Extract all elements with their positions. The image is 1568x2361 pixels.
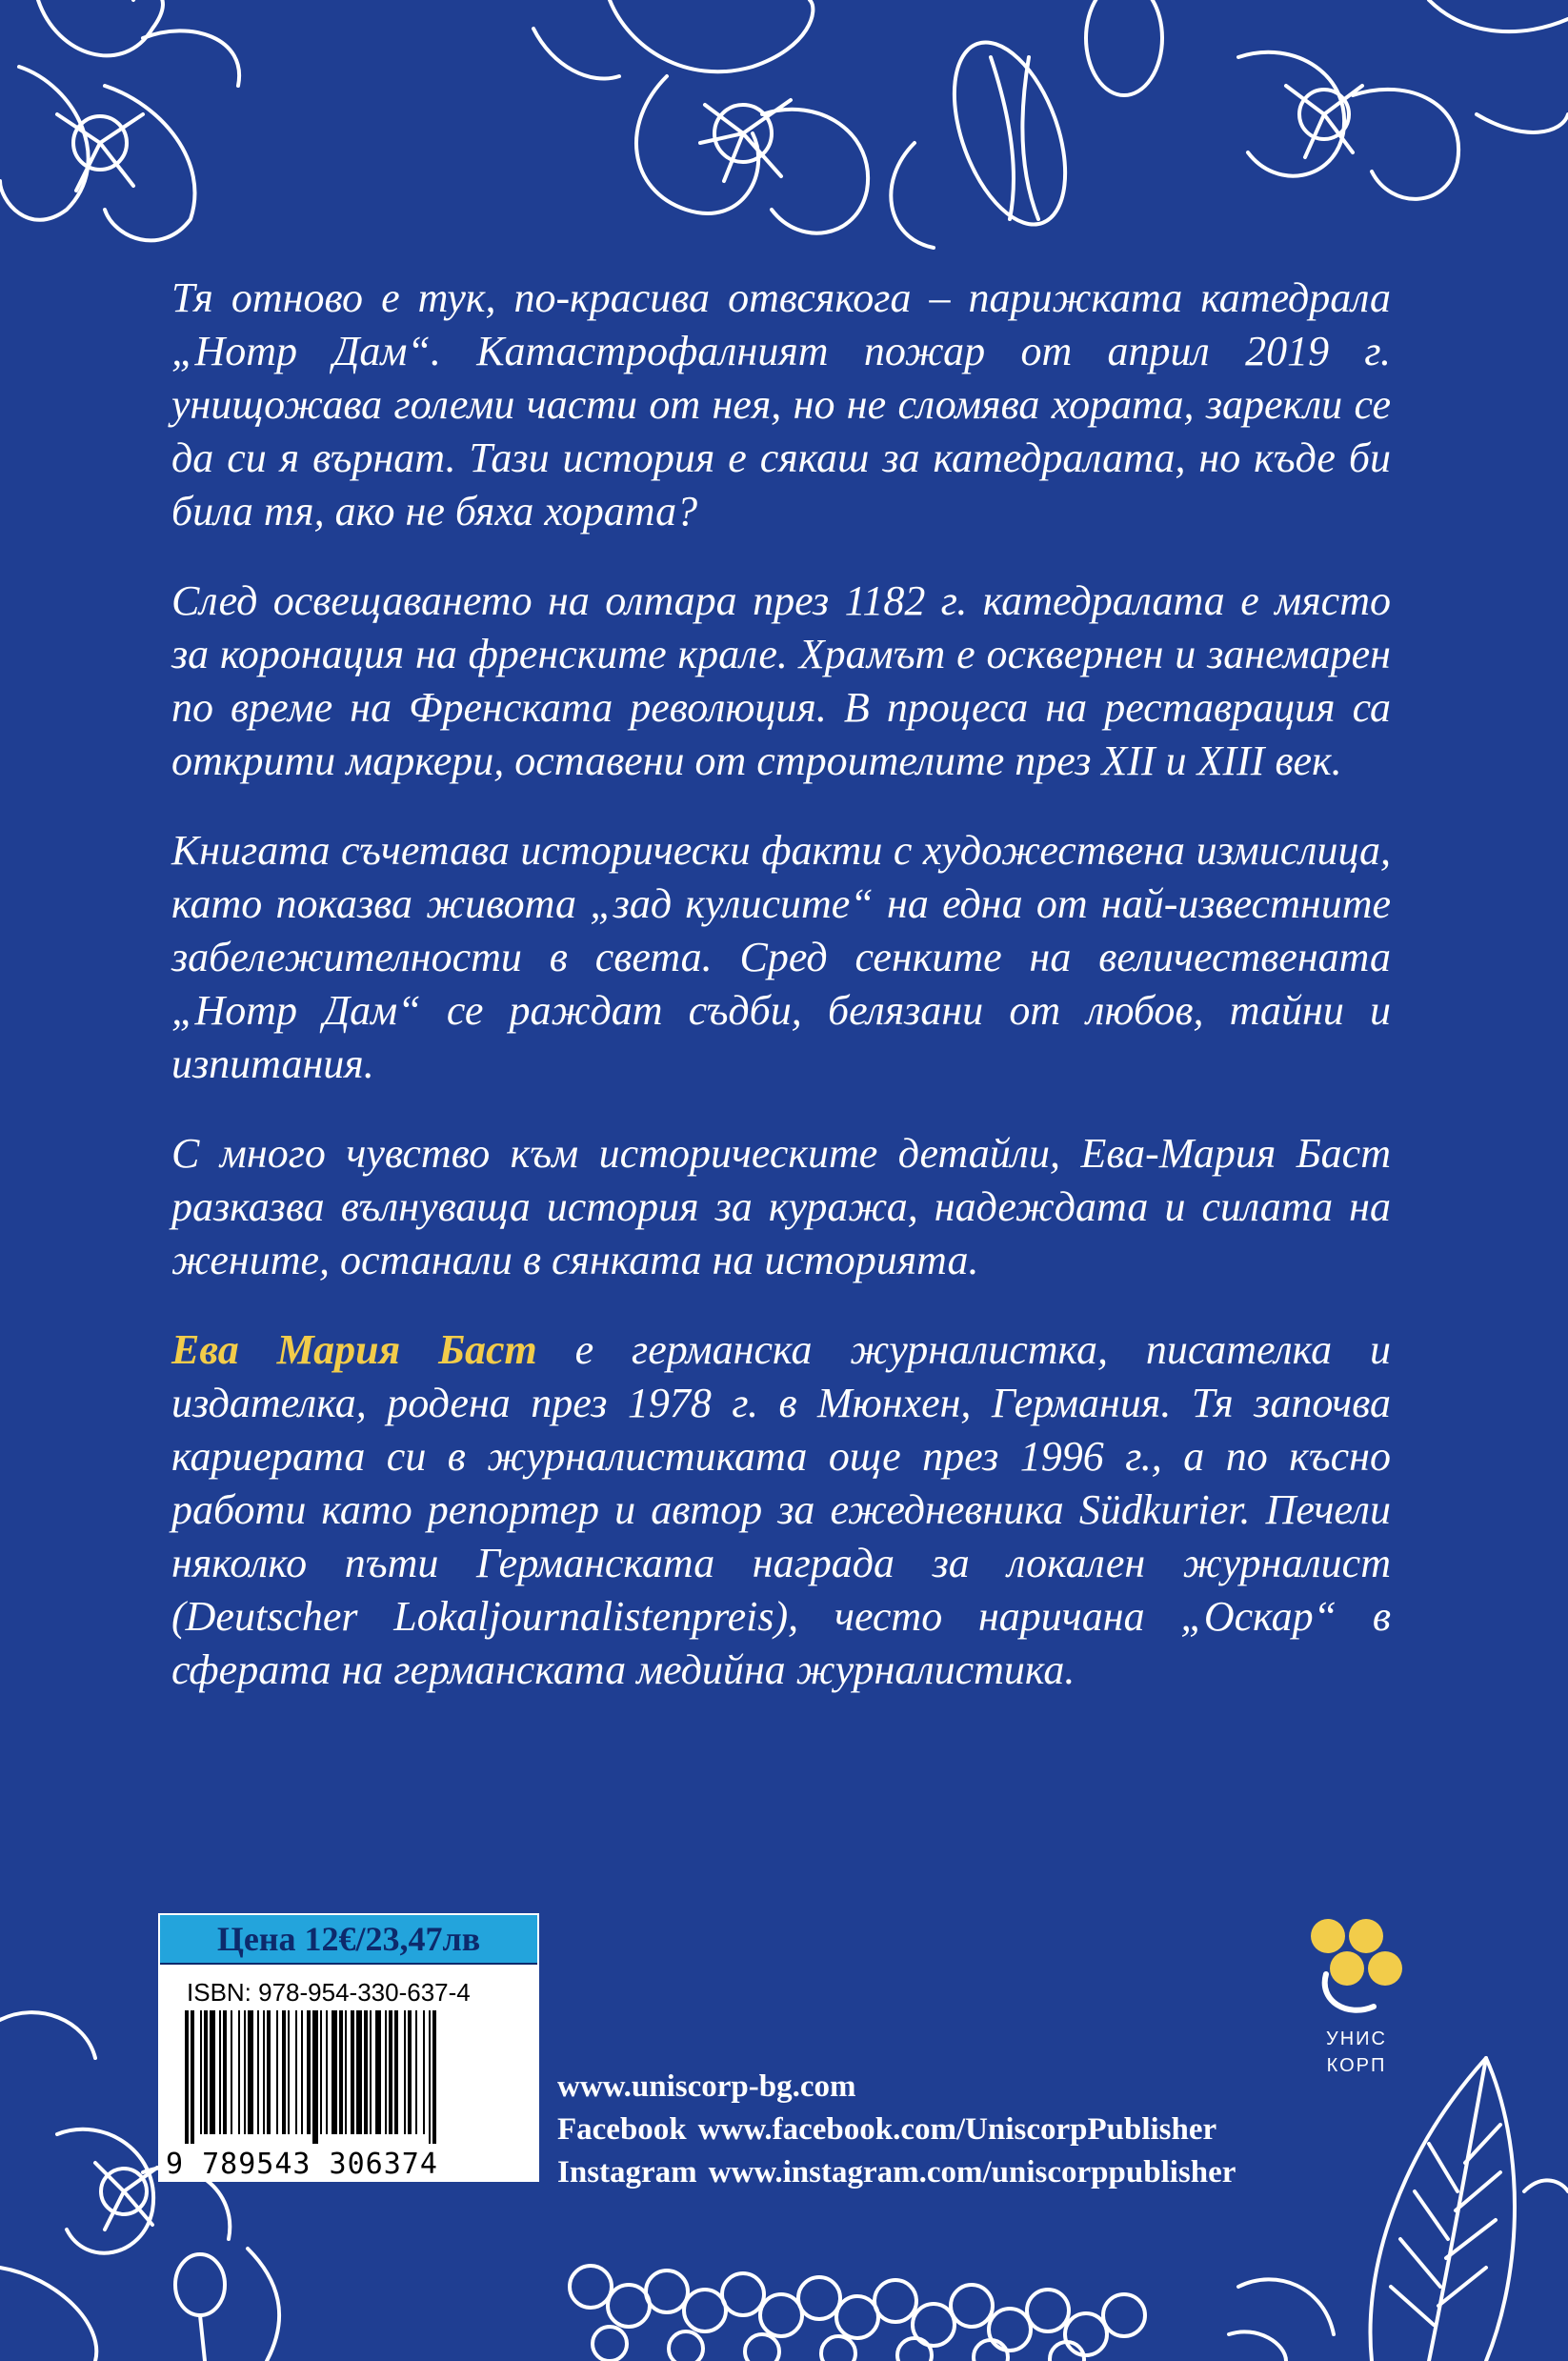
barcode-bar <box>244 2010 246 2134</box>
facebook-row <box>557 2109 1236 2151</box>
barcode-bar <box>288 2010 290 2134</box>
price-label: Цена 12€/23,47лв <box>160 1915 537 1965</box>
description-paragraph: Книгата съчетава исторически факти с художествена измислица, като показва живота „зад кулисите“ на една от най-известните забележителности в света. Сред сенките на величествената „Нотр Дам“ се раждат съдби, белязани от любов, тайни и изпитания. <box>171 827 1391 1087</box>
barcode-bar <box>263 2010 265 2134</box>
barcode-bar <box>394 2010 398 2134</box>
barcode-bar <box>200 2010 202 2134</box>
publisher-name-line: КОРП <box>1326 2055 1387 2076</box>
barcode-bar <box>326 2010 328 2134</box>
instagram-link[interactable]: www.instagram.com/uniscorppublisher <box>708 2155 1236 2189</box>
website-link[interactable]: www.uniscorp-bg.com <box>557 2069 856 2104</box>
top-center-flower-icon <box>533 0 868 233</box>
barcode-bar <box>248 2010 253 2134</box>
barcode-bar <box>385 2010 387 2134</box>
barcode-bar <box>351 2010 354 2134</box>
barcode-bar <box>429 2010 431 2144</box>
top-left-flower-icon <box>0 0 239 240</box>
barcode-bar <box>210 2010 215 2134</box>
website-row <box>557 2066 1236 2109</box>
barcode-bar <box>257 2010 259 2134</box>
barcode-bar <box>191 2010 194 2144</box>
facebook-label: Facebook <box>557 2112 687 2147</box>
barcode-bar <box>238 2010 240 2134</box>
bottom-center-blossom-icon <box>570 2266 1145 2361</box>
barcode-bar <box>432 2010 436 2144</box>
description-paragraph: Тя отново е тук, по-красива отвсякога – парижката катедрала „Нотр Дам“. Катастрофалният пожар от април 2019 г. унищожава големи части от нея, но не сломява хората, зарекли се да си я върнат. Тази история е сякаш за катедралата, но къде би била тя, ако не бяха хората? <box>171 274 1391 535</box>
barcode-icon <box>179 2010 518 2144</box>
publisher-logo-icon <box>1299 1915 1414 2020</box>
publisher-contacts <box>557 2066 1236 2194</box>
barcode-bar <box>423 2010 425 2134</box>
barcode-bar <box>204 2010 208 2134</box>
barcode-bar <box>307 2010 311 2134</box>
instagram-row <box>557 2151 1236 2194</box>
barcode-bar <box>332 2010 337 2134</box>
barcode-bar <box>276 2010 278 2134</box>
facebook-link[interactable]: www.facebook.com/UniscorpPublisher <box>697 2112 1217 2147</box>
barcode-bar <box>345 2010 347 2134</box>
author-name: Ева Мария Баст <box>171 1326 537 1373</box>
barcode-bar <box>356 2010 362 2134</box>
author-bio-text: . Печели няколко пъти Германската награда за локален журналист (Deutscher Lokaljournalistenpreis), често наричана „Оскар“ в сферата на германската медийна журналистика. <box>171 1486 1391 1693</box>
barcode-bar <box>320 2010 322 2134</box>
barcode-bar <box>312 2010 318 2144</box>
barcode-bar <box>301 2010 303 2134</box>
barcode-bar <box>389 2010 392 2134</box>
barcode-digits: 9 789543 306374 <box>166 2148 438 2181</box>
bottom-right-leaf-icon <box>1229 2058 1568 2361</box>
publisher-name-line: УНИС <box>1326 2028 1387 2049</box>
barcode-bar <box>375 2010 381 2134</box>
author-bio <box>171 1323 1391 1697</box>
barcode-bar <box>415 2010 417 2134</box>
barcode-bar <box>282 2010 286 2134</box>
barcode-bar <box>404 2010 406 2134</box>
journal-name: Südkurier <box>1078 1486 1240 1533</box>
instagram-label: Instagram <box>557 2155 697 2189</box>
barcode-panel <box>158 1913 539 2182</box>
publisher-logo <box>1299 1915 1414 2077</box>
barcode-bar <box>219 2010 221 2134</box>
barcode-bar <box>339 2010 343 2134</box>
description-text <box>171 272 1391 1733</box>
description-paragraph: След освещаването на олтара през 1182 г. катедралата е място за коронация на френските крале. Храмът е осквернен и занемарен по време на Френската революция. В процеса на реставрация са открити маркери, оставени от строителите през XII и XIII век. <box>171 577 1391 784</box>
barcode-bar <box>185 2010 189 2144</box>
barcode-bar <box>295 2010 297 2134</box>
barcode-bar <box>364 2010 368 2134</box>
barcode-bar <box>370 2010 372 2134</box>
isbn-label: ISBN: 978-954-330-637-4 <box>187 1978 471 2007</box>
barcode-bar <box>408 2010 412 2134</box>
barcode-bar <box>231 2010 232 2134</box>
top-right-fruit-icon <box>891 0 1568 248</box>
description-paragraph: С много чувство към историческите детайли, Ева-Мария Баст разказва вълнуваща история за куража, надеждата и силата на жените, останали в сянката на историята. <box>171 1130 1391 1283</box>
barcode-bar <box>223 2010 227 2134</box>
author-bio-text: е германска журналистка, писателка и издателка, родена през 1978 г. в Мюнхен, Германия. Тя започва кариерата си в журналистиката още през 1996 г., а по късно работи като репортер и автор за ежедневника <box>171 1326 1391 1533</box>
barcode-bar <box>267 2010 271 2134</box>
